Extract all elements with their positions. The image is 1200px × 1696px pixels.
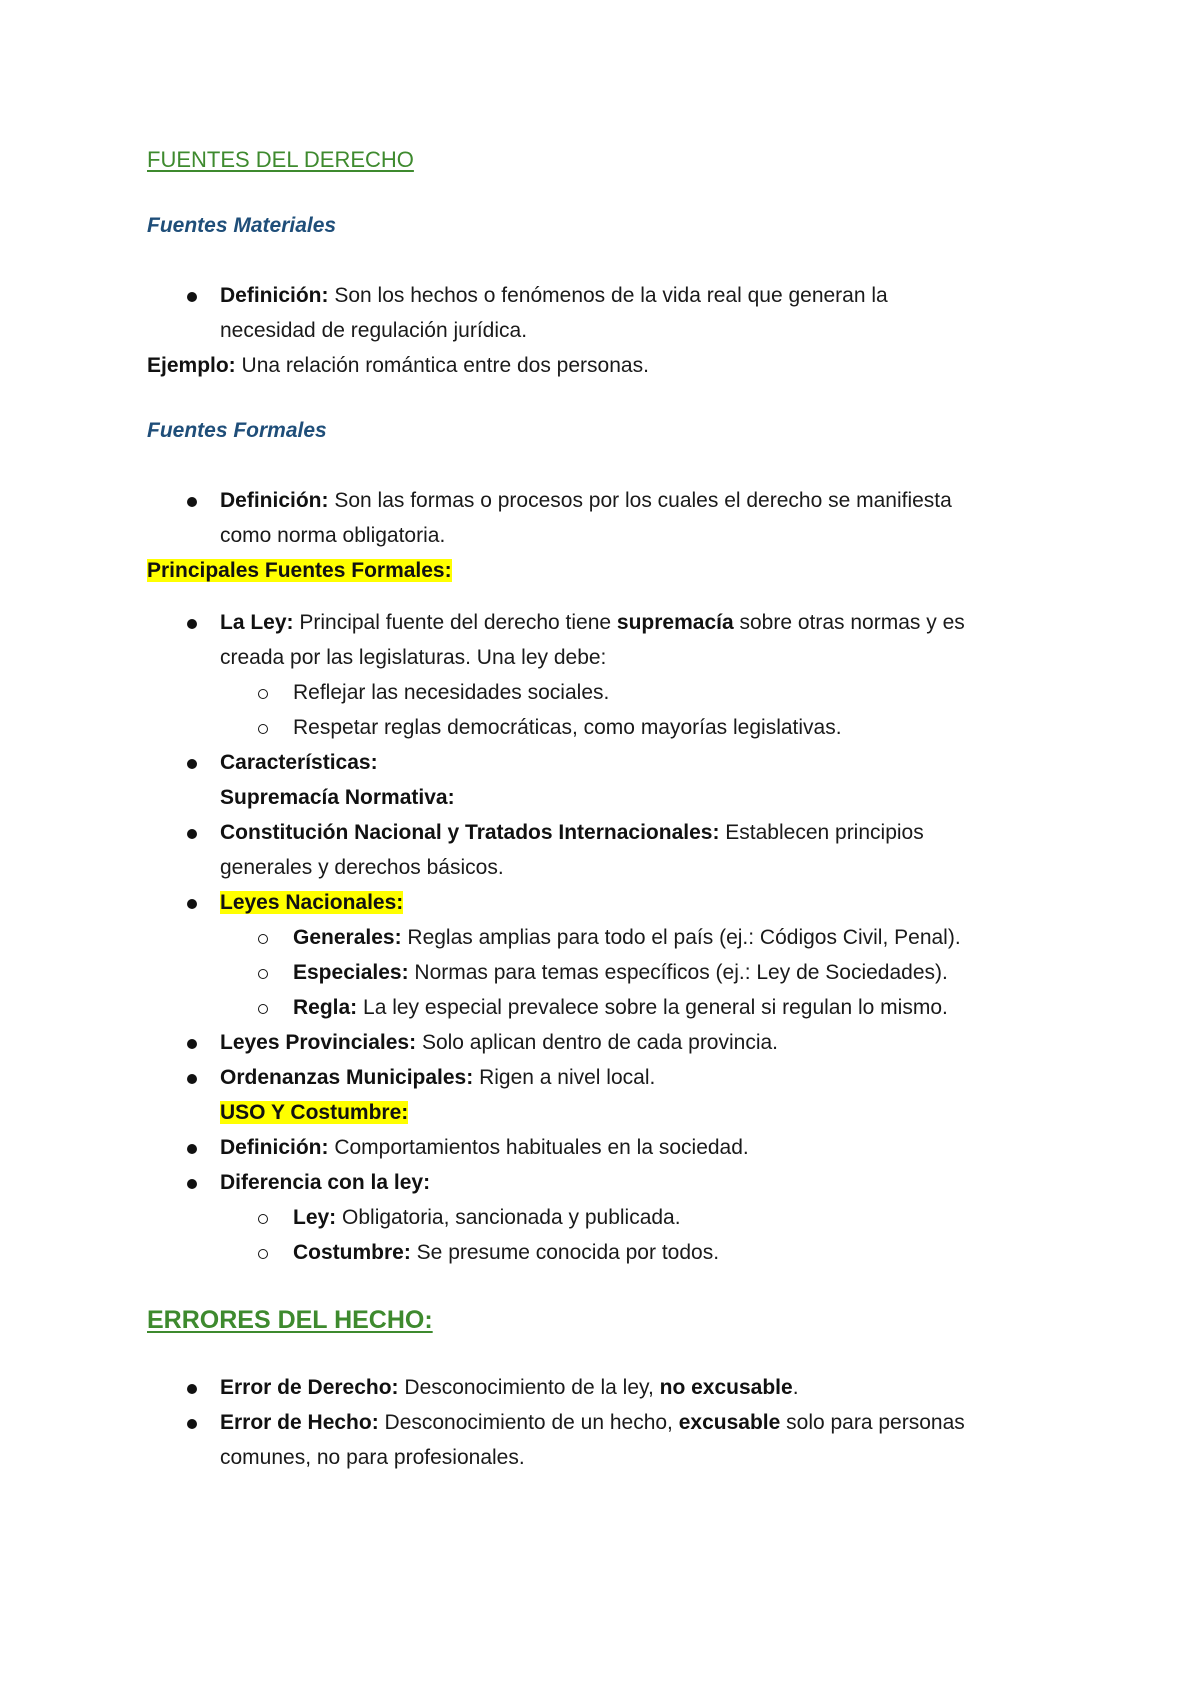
materiales-definicion-cont: necesidad de regulación jurídica. [220, 319, 528, 342]
circle-bullet-icon [258, 934, 268, 944]
bullet-icon [187, 1384, 197, 1394]
document-title: FUENTES DEL DERECHO [147, 147, 414, 172]
error-de-derecho-item: Error de Derecho: Desconocimiento de la ley, no excusable. [220, 1376, 799, 1399]
bullet-icon [187, 1419, 197, 1429]
bullet-icon [187, 829, 197, 839]
materiales-definicion: Definición: Son los hechos o fenómenos de la vida real que generan la [220, 284, 888, 307]
error-de-hecho-item-cont: comunes, no para profesionales. [220, 1446, 525, 1469]
circle-bullet-icon [258, 1214, 268, 1224]
uso-definicion-item: Definición: Comportamientos habituales en la sociedad. [220, 1136, 749, 1159]
materiales-ejemplo: Ejemplo: Una relación romántica entre dos personas. [147, 354, 649, 377]
constitucion-item-cont: generales y derechos básicos. [220, 856, 504, 879]
constitucion-item: Constitución Nacional y Tratados Internacionales: Establecen principios [220, 821, 924, 844]
ordenanzas-municipales-item: Ordenanzas Municipales: Rigen a nivel local. [220, 1066, 656, 1089]
leyes-regla: Regla: La ley especial prevalece sobre la general si regulan lo mismo. [293, 996, 948, 1019]
la-ley-sub-2: Respetar reglas democráticas, como mayorías legislativas. [293, 716, 842, 739]
circle-bullet-icon [258, 1249, 268, 1259]
caracteristicas-item: Características: [220, 751, 378, 774]
bullet-icon [187, 619, 197, 629]
bullet-icon [187, 1179, 197, 1189]
error-de-hecho-item: Error de Hecho: Desconocimiento de un hecho, excusable solo para personas [220, 1411, 965, 1434]
la-ley-item-cont: creada por las legislaturas. Una ley debe: [220, 646, 607, 669]
heading-fuentes-formales: Fuentes Formales [147, 419, 327, 442]
circle-bullet-icon [258, 689, 268, 699]
diferencia-ley-sub: Ley: Obligatoria, sancionada y publicada. [293, 1206, 681, 1229]
formales-definicion-cont: como norma obligatoria. [220, 524, 446, 547]
la-ley-sub-1: Reflejar las necesidades sociales. [293, 681, 610, 704]
principales-fuentes-heading: Principales Fuentes Formales: [147, 559, 452, 582]
bullet-icon [187, 759, 197, 769]
leyes-especiales: Especiales: Normas para temas específicos (ej.: Ley de Sociedades). [293, 961, 948, 984]
diferencia-costumbre-sub: Costumbre: Se presume conocida por todos. [293, 1241, 720, 1264]
leyes-provinciales-item: Leyes Provinciales: Solo aplican dentro de cada provincia. [220, 1031, 779, 1054]
bullet-icon [187, 292, 197, 302]
uso-y-costumbre-heading: USO Y Costumbre: [220, 1101, 409, 1124]
circle-bullet-icon [258, 724, 268, 734]
leyes-nacionales-item: Leyes Nacionales: [220, 891, 404, 914]
circle-bullet-icon [258, 969, 268, 979]
la-ley-item: La Ley: Principal fuente del derecho tiene supremacía sobre otras normas y es [220, 611, 965, 634]
supremacia-normativa: Supremacía Normativa: [220, 786, 455, 809]
bullet-icon [187, 497, 197, 507]
bullet-icon [187, 1039, 197, 1049]
diferencia-ley-item: Diferencia con la ley: [220, 1171, 431, 1194]
leyes-generales: Generales: Reglas amplias para todo el país (ej.: Códigos Civil, Penal). [293, 926, 961, 949]
bullet-icon [187, 1144, 197, 1154]
circle-bullet-icon [258, 1004, 268, 1014]
heading-errores-del-hecho: ERRORES DEL HECHO: [147, 1306, 433, 1334]
bullet-icon [187, 899, 197, 909]
bullet-icon [187, 1074, 197, 1084]
formales-definicion: Definición: Son las formas o procesos por los cuales el derecho se manifiesta [220, 489, 952, 512]
heading-fuentes-materiales: Fuentes Materiales [147, 214, 337, 237]
